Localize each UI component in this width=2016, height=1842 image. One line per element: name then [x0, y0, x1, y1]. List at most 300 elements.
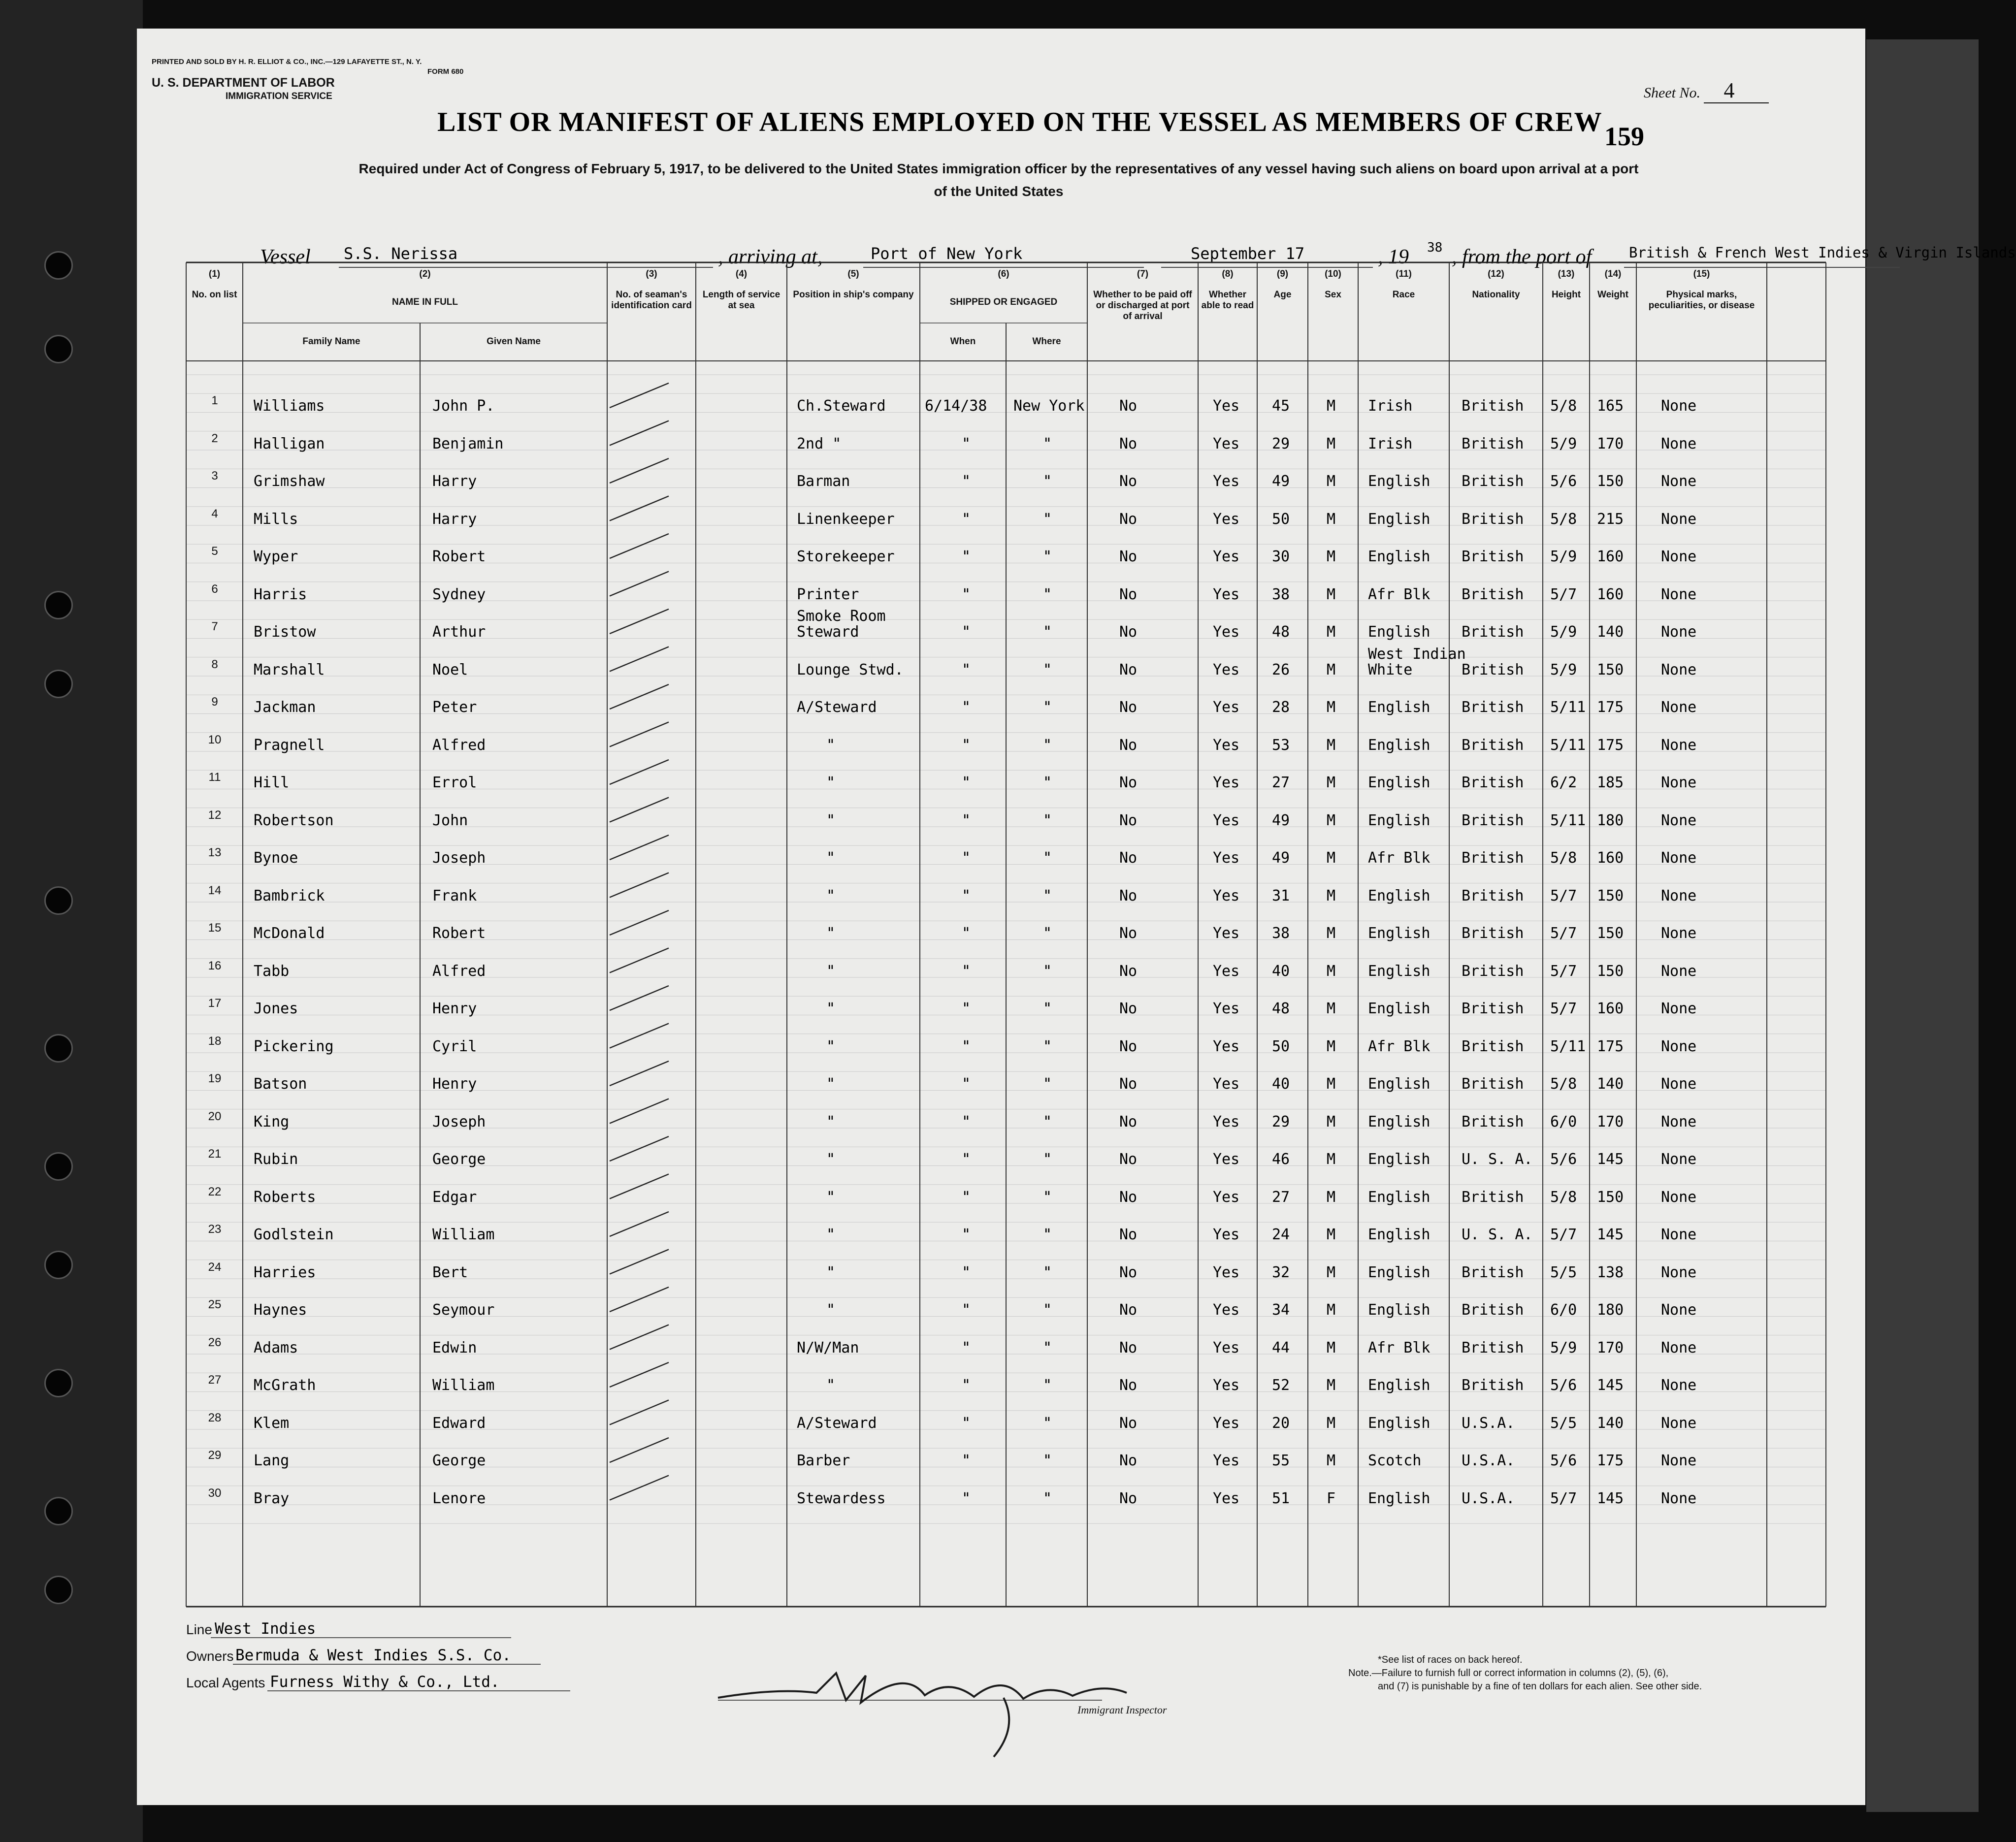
shipped-where: New York — [1013, 397, 1085, 415]
physical-marks: None — [1661, 736, 1697, 754]
sex: F — [1327, 1489, 1336, 1507]
nationality: British — [1462, 1301, 1524, 1319]
position: " — [826, 1000, 836, 1017]
row-number: 3 — [211, 469, 218, 483]
paid-off: No — [1119, 1489, 1138, 1507]
age: 50 — [1272, 1037, 1290, 1055]
height: 5/11 — [1550, 736, 1586, 754]
age: 52 — [1272, 1377, 1290, 1394]
height: 5/8 — [1550, 849, 1577, 867]
weight: 170 — [1597, 1339, 1624, 1357]
sex: M — [1327, 774, 1336, 791]
race: Irish — [1368, 397, 1413, 415]
sex: M — [1327, 435, 1336, 452]
physical-marks: None — [1661, 661, 1697, 679]
shipped-when: " — [962, 774, 971, 791]
race: English — [1368, 699, 1431, 716]
given-name: Cyril — [432, 1037, 477, 1055]
able-to-read: Yes — [1213, 849, 1240, 867]
family-name: Batson — [254, 1075, 307, 1093]
given-name: John — [432, 811, 468, 829]
able-to-read: Yes — [1213, 1000, 1240, 1017]
given-name: Robert — [432, 548, 486, 565]
row-number: 9 — [211, 695, 218, 709]
physical-marks: None — [1661, 887, 1697, 905]
age: 34 — [1272, 1301, 1290, 1319]
row-number: 13 — [208, 846, 222, 859]
nationality: British — [1462, 1075, 1524, 1093]
paid-off: No — [1119, 1037, 1138, 1055]
row-number: 18 — [208, 1034, 222, 1048]
position: " — [826, 1263, 836, 1281]
physical-marks: None — [1661, 473, 1697, 490]
paid-off: No — [1119, 699, 1138, 716]
paid-off: No — [1119, 510, 1138, 528]
column-header-c10: Sex — [1325, 290, 1341, 300]
paid-off: No — [1119, 661, 1138, 679]
family-name: Bambrick — [254, 887, 325, 905]
shipped-when: " — [962, 1377, 971, 1394]
physical-marks: None — [1661, 1113, 1697, 1131]
sex: M — [1327, 661, 1336, 679]
shipped-when: " — [962, 1263, 971, 1281]
column-number: (8) — [1222, 269, 1234, 279]
nationality: U. S. A. — [1462, 1151, 1533, 1168]
height: 5/11 — [1550, 699, 1586, 716]
position: " — [826, 1151, 836, 1168]
paid-off: No — [1119, 1113, 1138, 1131]
position: " — [826, 1301, 836, 1319]
given-name: Harry — [432, 473, 477, 490]
given-name: George — [432, 1452, 486, 1469]
shipped-when: " — [962, 811, 971, 829]
shipped-when: " — [962, 435, 971, 452]
height: 5/7 — [1550, 585, 1577, 603]
able-to-read: Yes — [1213, 548, 1240, 565]
column-number: (6) — [998, 269, 1009, 279]
height: 5/9 — [1550, 548, 1577, 565]
column-number: (15) — [1693, 269, 1710, 279]
weight: 160 — [1597, 849, 1624, 867]
able-to-read: Yes — [1213, 623, 1240, 641]
shipped-when: " — [962, 1037, 971, 1055]
family-name: Jones — [254, 1000, 298, 1017]
shipped-where: " — [1043, 811, 1052, 829]
position: " — [826, 1188, 836, 1206]
height: 5/6 — [1550, 1452, 1577, 1469]
shipped-where: " — [1043, 548, 1052, 565]
row-number: 2 — [211, 431, 218, 445]
able-to-read: Yes — [1213, 435, 1240, 452]
shipped-where: " — [1043, 1263, 1052, 1281]
sheet-number-value: 4 — [1704, 78, 1769, 103]
weight: 145 — [1597, 1377, 1624, 1394]
shipped-where: " — [1043, 1339, 1052, 1357]
position: 2nd " — [797, 435, 842, 452]
nationality: British — [1462, 736, 1524, 754]
physical-marks: None — [1661, 548, 1697, 565]
family-name: Godlstein — [254, 1226, 334, 1243]
form-number: FORM 680 — [427, 67, 464, 76]
column-header-c5: Position in ship's company — [793, 290, 914, 300]
column-number: (10) — [1325, 269, 1341, 279]
row-number: 24 — [208, 1260, 222, 1274]
race: English — [1368, 1188, 1431, 1206]
column-number: (3) — [646, 269, 657, 279]
shipped-where: " — [1043, 1075, 1052, 1093]
weight: 150 — [1597, 473, 1624, 490]
able-to-read: Yes — [1213, 774, 1240, 791]
able-to-read: Yes — [1213, 1263, 1240, 1281]
shipped-when: " — [962, 1452, 971, 1469]
shipped-where: " — [1043, 1000, 1052, 1017]
race: English — [1368, 1301, 1431, 1319]
column-number: (5) — [847, 269, 859, 279]
physical-marks: None — [1661, 1263, 1697, 1281]
paid-off: No — [1119, 1339, 1138, 1357]
height: 5/8 — [1550, 1075, 1577, 1093]
paid-off: No — [1119, 962, 1138, 980]
age: 30 — [1272, 548, 1290, 565]
height: 5/9 — [1550, 661, 1577, 679]
age: 24 — [1272, 1226, 1290, 1243]
row-number: 15 — [208, 921, 222, 935]
family-name: Rubin — [254, 1151, 298, 1168]
height: 5/7 — [1550, 1489, 1577, 1507]
sex: M — [1327, 1075, 1336, 1093]
weight: 140 — [1597, 1414, 1624, 1432]
shipped-where: " — [1043, 774, 1052, 791]
physical-marks: None — [1661, 1489, 1697, 1507]
column-header-c15: Physical marks, peculiarities, or disease — [1648, 290, 1755, 311]
given-name: Joseph — [432, 849, 486, 867]
nationality: British — [1462, 1188, 1524, 1206]
physical-marks: None — [1661, 811, 1697, 829]
physical-marks: None — [1661, 1452, 1697, 1469]
position: Linenkeeper — [797, 510, 895, 528]
footnote-line: *See list of races on back hereof. — [1378, 1654, 1523, 1665]
family-name: Adams — [254, 1339, 298, 1357]
shipped-where: " — [1043, 1226, 1052, 1243]
age: 27 — [1272, 774, 1290, 791]
service-name: IMMIGRATION SERVICE — [226, 91, 332, 101]
shipped-where: " — [1043, 473, 1052, 490]
age: 31 — [1272, 887, 1290, 905]
shipped-where: " — [1043, 585, 1052, 603]
height: 5/7 — [1550, 887, 1577, 905]
nationality: British — [1462, 1000, 1524, 1017]
column-number: (14) — [1604, 269, 1622, 279]
able-to-read: Yes — [1213, 1489, 1240, 1507]
physical-marks: None — [1661, 699, 1697, 716]
shipped-where: " — [1043, 962, 1052, 980]
height: 5/7 — [1550, 925, 1577, 942]
position: " — [826, 1037, 836, 1055]
family-name: Bray — [254, 1489, 290, 1507]
family-name: Harries — [254, 1263, 316, 1281]
family-name: McDonald — [254, 925, 325, 942]
sheet-number-label: Sheet No. — [1644, 85, 1700, 101]
position: " — [826, 849, 836, 867]
given-name: Alfred — [432, 962, 486, 980]
row-number: 20 — [208, 1109, 222, 1123]
column-header-c7: Whether to be paid off or discharged at port of arrival — [1093, 290, 1192, 322]
column-header-c2: NAME IN FULL — [391, 297, 458, 307]
manifest-sheet — [137, 29, 2016, 1805]
position: " — [826, 1377, 836, 1394]
weight: 170 — [1597, 435, 1624, 452]
height: 5/11 — [1550, 811, 1586, 829]
age: 20 — [1272, 1414, 1290, 1432]
given-name: Sydney — [432, 585, 486, 603]
family-name: McGrath — [254, 1377, 316, 1394]
able-to-read: Yes — [1213, 1452, 1240, 1469]
sex: M — [1327, 473, 1336, 490]
row-number: 11 — [208, 771, 221, 784]
race: English — [1368, 962, 1431, 980]
footnote-line: and (7) is punishable by a fine of ten dollars for each alien. See other side. — [1378, 1681, 1702, 1692]
height: 5/5 — [1550, 1414, 1577, 1432]
arrival-port: Port of New York — [871, 244, 1023, 263]
sex: M — [1327, 1226, 1336, 1243]
race: English — [1368, 1000, 1431, 1017]
paid-off: No — [1119, 736, 1138, 754]
family-name: Jackman — [254, 699, 316, 716]
age: 49 — [1272, 473, 1290, 490]
column-header-c1: No. on list — [192, 290, 237, 300]
age: 49 — [1272, 811, 1290, 829]
column-number: (4) — [735, 269, 748, 279]
physical-marks: None — [1661, 510, 1697, 528]
position: " — [826, 1113, 836, 1131]
age: 50 — [1272, 510, 1290, 528]
race: English — [1368, 1489, 1431, 1507]
column-header-c11: Race — [1392, 290, 1415, 300]
height: 6/0 — [1550, 1113, 1577, 1131]
inspector-label: Immigrant Inspector — [1077, 1704, 1167, 1716]
family-name: Marshall — [254, 661, 325, 679]
shipped-where: " — [1043, 1489, 1052, 1507]
row-number: 28 — [208, 1411, 222, 1424]
weight: 145 — [1597, 1489, 1624, 1507]
paid-off: No — [1119, 849, 1138, 867]
given-name: Arthur — [432, 623, 486, 641]
line-label: Line — [186, 1622, 212, 1637]
height: 5/7 — [1550, 1000, 1577, 1017]
shipped-when: " — [962, 623, 971, 641]
paid-off: No — [1119, 1414, 1138, 1432]
height: 5/6 — [1550, 473, 1577, 490]
age: 40 — [1272, 1075, 1290, 1093]
given-name: William — [432, 1377, 495, 1394]
race-line2: White — [1368, 661, 1413, 679]
sex: M — [1327, 849, 1336, 867]
paid-off: No — [1119, 585, 1138, 603]
sex: M — [1327, 1377, 1336, 1394]
sex: M — [1327, 585, 1336, 603]
column-header-family-name: Family Name — [302, 336, 360, 347]
paid-off: No — [1119, 1151, 1138, 1168]
sex: M — [1327, 1339, 1336, 1357]
age: 26 — [1272, 661, 1290, 679]
physical-marks: None — [1661, 962, 1697, 980]
departure-ports: British & French West Indies & Virgin Islands — [1629, 244, 2016, 261]
binder-hole — [44, 1369, 73, 1397]
given-name: Edward — [432, 1414, 486, 1432]
position: A/Steward — [797, 1414, 877, 1432]
able-to-read: Yes — [1213, 887, 1240, 905]
race: English — [1368, 548, 1431, 565]
paid-off: No — [1119, 397, 1138, 415]
paid-off: No — [1119, 925, 1138, 942]
nationality: British — [1462, 510, 1524, 528]
race: English — [1368, 736, 1431, 754]
age: 38 — [1272, 585, 1290, 603]
column-header-c4: Length of service at sea — [702, 290, 780, 311]
position: Storekeeper — [797, 548, 895, 565]
weight: 150 — [1597, 887, 1624, 905]
position: A/Steward — [797, 699, 877, 716]
position: Printer — [797, 585, 859, 603]
age: 53 — [1272, 736, 1290, 754]
family-name: Robertson — [254, 811, 334, 829]
weight: 165 — [1597, 397, 1624, 415]
paid-off: No — [1119, 623, 1138, 641]
physical-marks: None — [1661, 1377, 1697, 1394]
subtitle-line: of the United States — [934, 184, 1064, 199]
position: Smoke Room — [797, 608, 886, 625]
printer-line: PRINTED AND SOLD BY H. R. ELLIOT & CO., INC.—129 LAFAYETTE ST., N. Y. — [152, 58, 422, 66]
row-number: 10 — [208, 733, 222, 746]
position: Barman — [797, 473, 850, 490]
race: Afr Blk — [1368, 1339, 1431, 1357]
weight: 150 — [1597, 661, 1624, 679]
column-header-c9: Age — [1273, 290, 1292, 300]
height: 5/6 — [1550, 1151, 1577, 1168]
paid-off: No — [1119, 1000, 1138, 1017]
sex: M — [1327, 397, 1336, 415]
able-to-read: Yes — [1213, 1301, 1240, 1319]
race: English — [1368, 1151, 1431, 1168]
paid-off: No — [1119, 774, 1138, 791]
family-name: Bynoe — [254, 849, 298, 867]
position: " — [826, 811, 836, 829]
inspector-signature — [718, 1673, 1127, 1757]
nationality: British — [1462, 1113, 1524, 1131]
weight: 150 — [1597, 962, 1624, 980]
from-port-label: , from the port of — [1452, 246, 1592, 268]
row-number: 8 — [211, 657, 218, 671]
nationality: British — [1462, 1377, 1524, 1394]
weight: 140 — [1597, 1075, 1624, 1093]
given-name: Noel — [432, 661, 468, 679]
paid-off: No — [1119, 548, 1138, 565]
physical-marks: None — [1661, 1339, 1697, 1357]
given-name: William — [432, 1226, 495, 1243]
shipped-when: " — [962, 1188, 971, 1206]
row-number: 16 — [208, 959, 222, 972]
binder-hole — [44, 1152, 73, 1181]
shipped-when: " — [962, 473, 971, 490]
weight: 160 — [1597, 1000, 1624, 1017]
column-header-c12: Nationality — [1472, 290, 1520, 300]
sex: M — [1327, 887, 1336, 905]
nationality: British — [1462, 887, 1524, 905]
age: 38 — [1272, 925, 1290, 942]
column-number: (7) — [1137, 269, 1149, 279]
row-number: 4 — [211, 507, 218, 520]
age: 44 — [1272, 1339, 1290, 1357]
physical-marks: None — [1661, 849, 1697, 867]
shipped-when: " — [962, 699, 971, 716]
row-number: 6 — [211, 582, 218, 596]
column-header-when: When — [950, 336, 976, 347]
height: 5/5 — [1550, 1263, 1577, 1281]
height: 5/7 — [1550, 962, 1577, 980]
able-to-read: Yes — [1213, 699, 1240, 716]
race: English — [1368, 811, 1431, 829]
binder-hole — [44, 1497, 73, 1525]
able-to-read: Yes — [1213, 962, 1240, 980]
row-number: 26 — [208, 1335, 222, 1349]
physical-marks: None — [1661, 925, 1697, 942]
shipped-where: " — [1043, 925, 1052, 942]
department-name: U. S. DEPARTMENT OF LABOR — [152, 76, 335, 90]
weight: 140 — [1597, 623, 1624, 641]
race: Afr Blk — [1368, 849, 1431, 867]
weight: 215 — [1597, 510, 1624, 528]
page-title: LIST OR MANIFEST OF ALIENS EMPLOYED ON THE VESSEL AS MEMBERS OF CREW — [437, 107, 1602, 137]
given-name: Alfred — [432, 736, 486, 754]
nationality: British — [1462, 699, 1524, 716]
arrival-date: September 17 — [1191, 244, 1305, 263]
position: Barber — [797, 1452, 850, 1469]
footnote — [1348, 1653, 1782, 1693]
age: 29 — [1272, 435, 1290, 452]
given-name: John P. — [432, 397, 495, 415]
age: 45 — [1272, 397, 1290, 415]
footnote-line: Note.—Failure to furnish full or correct information in columns (2), (5), (6), — [1348, 1668, 1669, 1679]
column-header-where: Where — [1032, 336, 1061, 347]
height: 5/11 — [1550, 1037, 1586, 1055]
position: " — [826, 925, 836, 942]
weight: 160 — [1597, 585, 1624, 603]
sex: M — [1327, 1301, 1336, 1319]
able-to-read: Yes — [1213, 1075, 1240, 1093]
position: " — [826, 1226, 836, 1243]
nationality: British — [1462, 435, 1524, 452]
vessel-name: S.S. Nerissa — [344, 244, 458, 263]
able-to-read: Yes — [1213, 811, 1240, 829]
nationality: U.S.A. — [1462, 1452, 1515, 1469]
weight: 185 — [1597, 774, 1624, 791]
race: West Indian — [1368, 645, 1466, 663]
position-line2: Steward — [797, 623, 859, 641]
given-name: Peter — [432, 699, 477, 716]
family-name: Roberts — [254, 1188, 316, 1206]
race: English — [1368, 510, 1431, 528]
physical-marks: None — [1661, 435, 1697, 452]
shipped-when: " — [962, 1301, 971, 1319]
able-to-read: Yes — [1213, 585, 1240, 603]
weight: 150 — [1597, 1188, 1624, 1206]
given-name: Henry — [432, 1000, 477, 1017]
family-name: Pragnell — [254, 736, 325, 754]
column-number: (11) — [1396, 269, 1412, 279]
family-name: Haynes — [254, 1301, 307, 1319]
shipped-where: " — [1043, 510, 1052, 528]
column-header-given-name: Given Name — [487, 336, 541, 347]
